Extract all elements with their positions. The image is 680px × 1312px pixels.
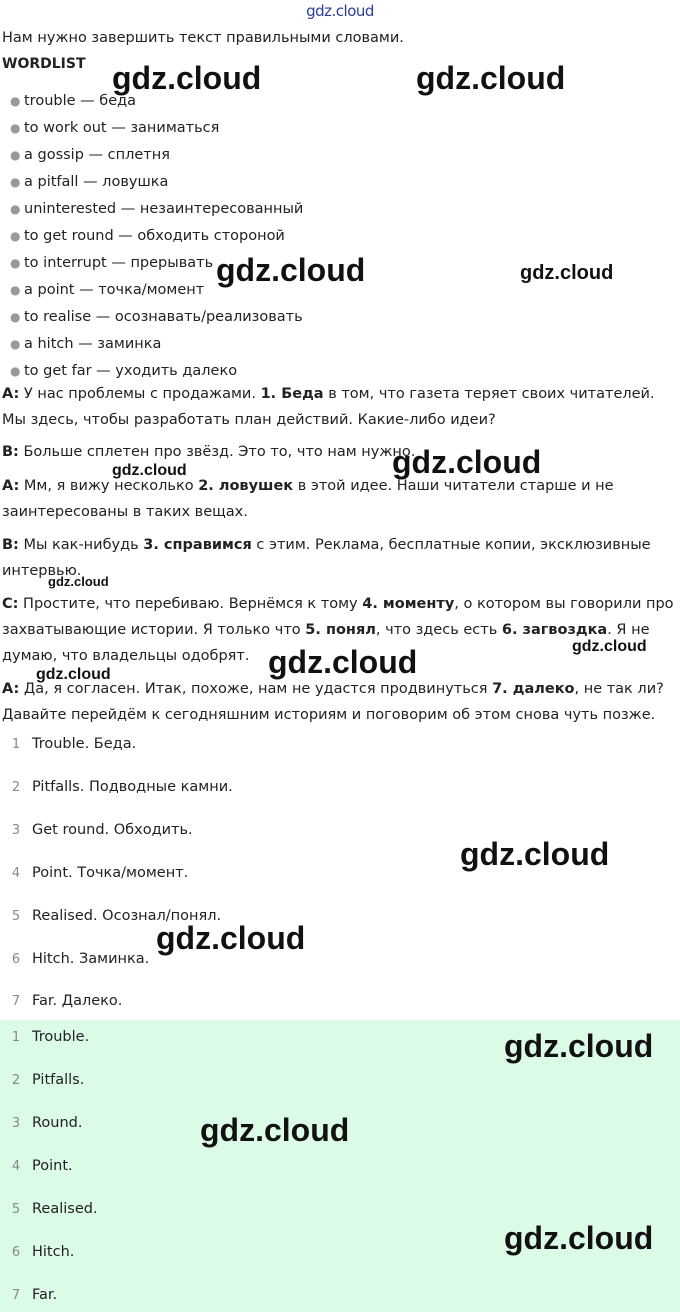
- dialog-paragraph: A: Мм, я вижу несколько 2. ловушек в этой идее. Наши читатели старше и не заинтересованы в таких вещах.: [2, 478, 614, 520]
- watermark: gdz.cloud: [504, 1220, 654, 1256]
- watermark: gdz.cloud: [504, 1028, 654, 1064]
- watermark: gdz.cloud: [416, 60, 566, 96]
- bullet-icon: ●: [10, 148, 21, 162]
- list-item: ● a gossip — сплетня: [10, 142, 303, 169]
- watermark: gdz.cloud: [156, 920, 306, 956]
- watermark: gdz.cloud: [216, 252, 366, 288]
- watermark: gdz.cloud: [200, 1112, 350, 1148]
- watermark: gdz.cloud: [112, 462, 187, 479]
- bullet-icon: ●: [10, 310, 21, 324]
- bullet-icon: ●: [10, 121, 21, 135]
- watermark: gdz.cloud: [520, 262, 614, 284]
- task-instruction: Нам нужно завершить текст правильными словами.: [2, 30, 404, 46]
- list-item: ● uninterested — незаинтересованный: [10, 196, 303, 223]
- watermark: gdz.cloud: [268, 644, 418, 680]
- list-item: 4 Point. Точка/момент.: [11, 865, 189, 881]
- list-item: ● a point — точка/момент: [10, 277, 303, 304]
- list-item: 2 Pitfalls. Подводные камни.: [11, 779, 233, 795]
- bullet-icon: ●: [10, 283, 21, 297]
- list-item: ● to get far — уходить далеко: [10, 358, 303, 385]
- list-item: ● a hitch — заминка: [10, 331, 303, 358]
- list-item: ● to get round — обходить стороной: [10, 223, 303, 250]
- list-item: 2 Pitfalls.: [11, 1072, 85, 1088]
- dialog-paragraph: B: Мы как-нибудь 3. справимся с этим. Реклама, бесплатные копии, эксклюзивные интервью.: [2, 537, 651, 579]
- wordlist-heading: WORDLIST: [2, 56, 86, 72]
- list-item: ● trouble — беда: [10, 88, 303, 115]
- list-item: 1 Trouble. Беда.: [11, 736, 137, 752]
- bullet-icon: ●: [10, 175, 21, 189]
- list-item: ● a pitfall — ловушка: [10, 169, 303, 196]
- list-item: ● to work out — заниматься: [10, 115, 303, 142]
- site-logo[interactable]: gdz.cloud: [306, 2, 374, 20]
- bullet-icon: ●: [10, 364, 21, 378]
- bullet-icon: ●: [10, 229, 21, 243]
- watermark: gdz.cloud: [392, 444, 542, 480]
- watermark: gdz.cloud: [112, 60, 262, 96]
- watermark: gdz.cloud: [460, 836, 610, 872]
- list-item: 4 Point.: [11, 1158, 73, 1174]
- watermark: gdz.cloud: [48, 574, 109, 589]
- list-item: 7 Far.: [11, 1287, 58, 1303]
- list-item: ● to realise — осознавать/реализовать: [10, 304, 303, 331]
- list-item: 3 Get round. Обходить.: [11, 822, 193, 838]
- wordlist: [10, 88, 303, 385]
- watermark: gdz.cloud: [572, 638, 647, 655]
- dialog-paragraph: A: У нас проблемы с продажами. 1. Беда в том, что газета теряет своих читателей. Мы здесь, чтобы разработать план действий. Какие-либо идеи?: [2, 386, 655, 428]
- list-item: ● to interrupt — прерывать: [10, 250, 303, 277]
- list-item: 3 Round.: [11, 1115, 83, 1131]
- bullet-icon: ●: [10, 256, 21, 270]
- list-item: 6 Hitch. Заминка.: [11, 951, 150, 967]
- list-item: 6 Hitch.: [11, 1244, 75, 1260]
- bullet-icon: ●: [10, 337, 21, 351]
- list-item: 5 Realised. Осознал/понял.: [11, 908, 222, 924]
- dialog-paragraph: C: Простите, что перебиваю. Вернёмся к тому 4. моменту, о котором вы говорили про захватывающие истории. Я только что 5. понял, что здесь есть 6. загвоздка. Я не думаю, что владельцы одобрят.: [2, 596, 674, 664]
- watermark: gdz.cloud: [36, 666, 111, 683]
- list-item: 5 Realised.: [11, 1201, 98, 1217]
- bullet-icon: ●: [10, 94, 21, 108]
- dialog-paragraph: B: Больше сплетен про звёзд. Это то, что нам нужно.: [2, 444, 416, 460]
- bullet-icon: ●: [10, 202, 21, 216]
- dialog-paragraph: A: Да, я согласен. Итак, похоже, нам не удастся продвинуться 7. далеко, не так ли? Давайте перейдём к сегодняшним историям и поговорим об этом снова чуть позже.: [2, 681, 664, 723]
- list-item: 7 Far. Далеко.: [11, 993, 123, 1009]
- list-item: 1 Trouble.: [11, 1029, 90, 1045]
